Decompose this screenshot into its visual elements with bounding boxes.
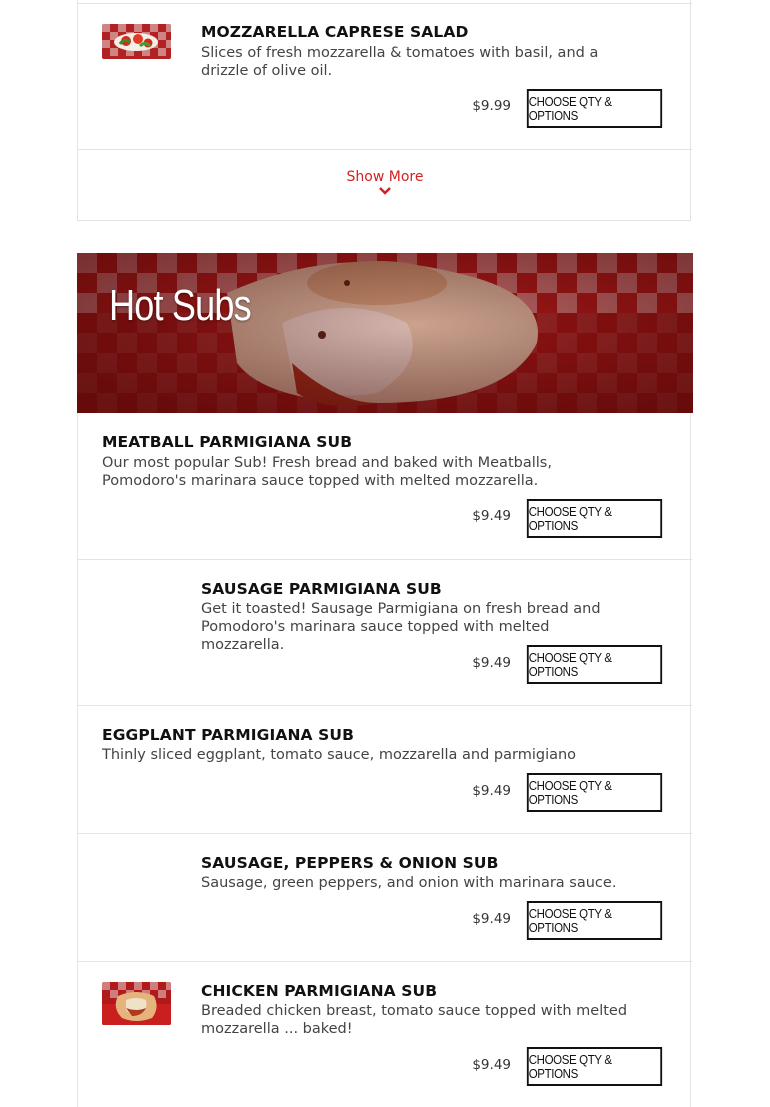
banner-background-image — [77, 253, 693, 413]
chevron-down-icon — [379, 187, 391, 195]
menu-item-caprese-salad — [78, 4, 692, 150]
item-description: Sausage, green peppers, and onion with marinara sauce. — [201, 875, 617, 891]
item-description: Get it toasted! Sausage Parmigiana on fresh bread and Pomodoro's marinara sauce topped with melted mozzarella. — [201, 601, 601, 653]
choose-qty-options-button[interactable]: CHOOSE QTY & OPTIONS — [527, 773, 662, 812]
show-more-link[interactable] — [78, 169, 692, 195]
item-price: $9.49 — [472, 783, 511, 799]
salads-card — [77, 0, 691, 221]
menu-item-chicken-parmigiana-sub — [78, 962, 692, 1107]
item-name: SAUSAGE PARMIGIANA SUB — [201, 580, 442, 598]
menu-item-sausage-parmigiana-sub — [78, 560, 692, 706]
item-price: $9.49 — [472, 1057, 511, 1073]
item-description: Thinly sliced eggplant, tomato sauce, mozzarella and parmigiano — [102, 747, 577, 763]
section-title: Hot Subs — [109, 281, 251, 330]
choose-qty-options-button[interactable]: CHOOSE QTY & OPTIONS — [527, 645, 662, 684]
show-more-label: Show More — [346, 169, 424, 185]
menu-item-eggplant-parmigiana-sub — [78, 706, 692, 834]
item-name: CHICKEN PARMIGIANA SUB — [201, 982, 438, 1000]
item-description: Our most popular Sub! Fresh bread and baked with Meatballs, Pomodoro's marinara sauce topped with melted mozzarella. — [102, 455, 552, 489]
item-name: MOZZARELLA CAPRESE SALAD — [201, 23, 469, 41]
chicken-parmigiana-thumbnail[interactable] — [102, 982, 171, 1025]
choose-qty-options-button[interactable]: CHOOSE QTY & OPTIONS — [527, 1047, 662, 1086]
item-name: SAUSAGE, PEPPERS & ONION SUB — [201, 854, 499, 872]
item-price: $9.99 — [472, 98, 511, 114]
menu-item-sausage-peppers-onion-sub — [78, 834, 692, 962]
caprese-salad-thumbnail[interactable] — [102, 24, 171, 59]
item-price: $9.49 — [472, 911, 511, 927]
hot-subs-card — [77, 413, 691, 1107]
menu-item-meatball-parmigiana-sub — [78, 413, 692, 560]
item-price: $9.49 — [472, 508, 511, 524]
item-price: $9.49 — [472, 655, 511, 671]
item-description: Slices of fresh mozzarella & tomatoes with basil, and a drizzle of olive oil. — [201, 45, 599, 79]
item-description: Breaded chicken breast, tomato sauce topped with melted mozzarella ... baked! — [201, 1003, 628, 1037]
choose-qty-options-button[interactable]: CHOOSE QTY & OPTIONS — [527, 499, 662, 538]
item-name: MEATBALL PARMIGIANA SUB — [102, 433, 353, 451]
choose-qty-options-button[interactable]: CHOOSE QTY & OPTIONS — [527, 89, 662, 128]
hot-subs-banner — [77, 253, 693, 413]
item-name: EGGPLANT PARMIGIANA SUB — [102, 726, 354, 744]
choose-qty-options-button[interactable]: CHOOSE QTY & OPTIONS — [527, 901, 662, 940]
